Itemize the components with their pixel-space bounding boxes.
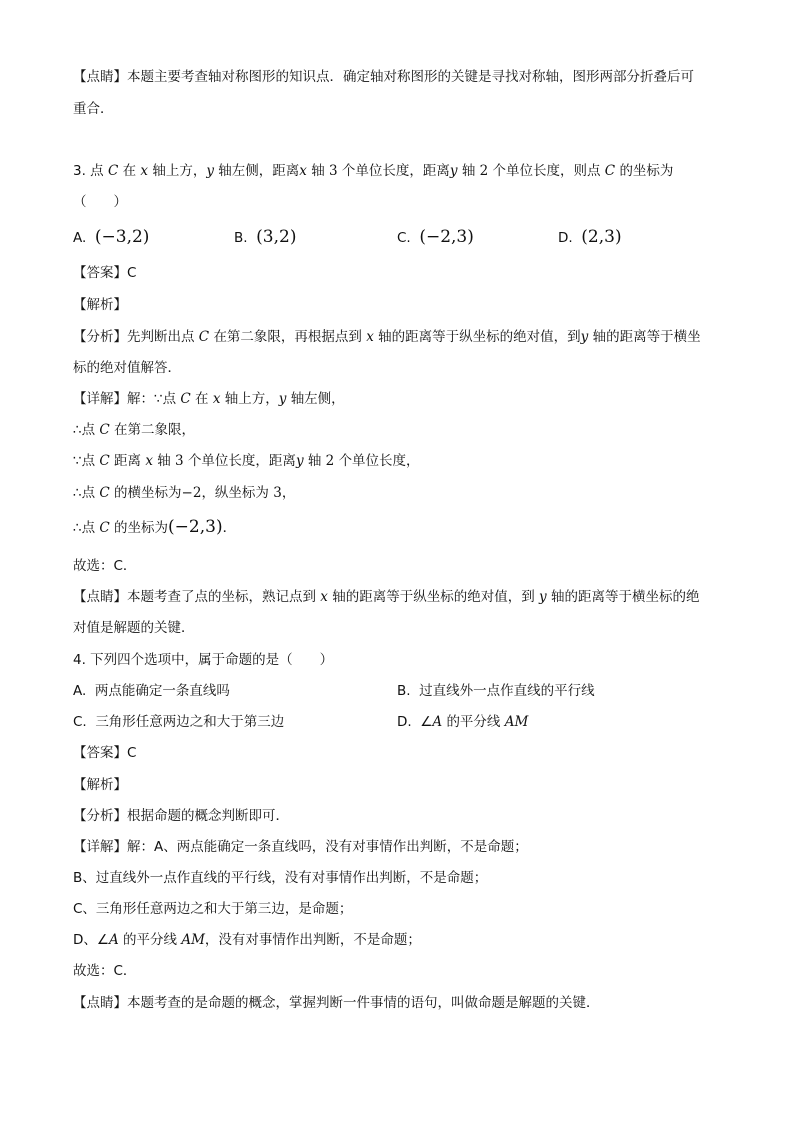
- dianjing-tag: 【点睛】: [73, 69, 127, 85]
- q4-detail-line3: C、三角形任意两边之和大于第三边，是命题；: [73, 901, 353, 917]
- prev-dianjing-text: 本题主要考查轴对称图形的知识点．确定轴对称图形的关键是寻找对称轴，图形两部分折叠后可: [127, 69, 694, 85]
- q3-answer: 【答案】C: [73, 265, 137, 281]
- q3-detail-line5: ∴点 C 的坐标为(−2,3)．: [73, 517, 237, 537]
- q3-fenxi-line2: 标的绝对值解答．: [73, 360, 181, 376]
- prev-dianjing-line2: 重合．: [73, 101, 114, 117]
- q3-analysis-heading: 【解析】: [73, 297, 127, 313]
- q4-option-d[interactable]: D. ∠A 的平分线 AM: [397, 714, 529, 730]
- q4-detail-line1: 【详解】解：A、两点能确定一条直线吗，没有对事情作出判断，不是命题；: [73, 839, 528, 855]
- q3-detail-line3: ∵点 C 距离 x 轴 3 个单位长度，距离y 轴 2 个单位长度，: [73, 453, 420, 469]
- q4-detail-line4: D、∠A 的平分线 AM，没有对事情作出判断，不是命题；: [73, 932, 421, 948]
- q4-answer: 【答案】C: [73, 745, 137, 761]
- q3-detail-line2: ∴点 C 在第二象限，: [73, 422, 196, 438]
- q4-dianjing: 【点睛】本题考查的是命题的概念，掌握判断一件事情的语句，叫做命题是解题的关键．: [73, 995, 600, 1011]
- q4-option-c[interactable]: C. 三角形任意两边之和大于第三边: [73, 714, 285, 730]
- q3-detail-line4: ∴点 C 的横坐标为−2，纵坐标为 3，: [73, 485, 296, 501]
- q3-option-c[interactable]: C. (−2,3): [397, 227, 474, 247]
- q3-dianjing-line2: 对值是解题的关键．: [73, 620, 195, 636]
- q4-fenxi: 【分析】根据命题的概念判断即可．: [73, 808, 289, 824]
- q4-analysis-heading: 【解析】: [73, 777, 127, 793]
- q3-fenxi-line1: 【分析】先判断出点 C 在第二象限，再根据点到 x 轴的距离等于纵坐标的绝对值，到y 轴的距离等于横坐: [73, 329, 701, 345]
- q4-stem: 4. 下列四个选项中，属于命题的是（ ）: [73, 652, 334, 668]
- q3-choose: 故选：C．: [73, 558, 137, 574]
- q3-dianjing-line1: 【点睛】本题考查了点的坐标，熟记点到 x 轴的距离等于纵坐标的绝对值，到 y 轴的距离等于横坐标的绝: [73, 589, 700, 605]
- q4-option-b[interactable]: B. 过直线外一点作直线的平行线: [397, 683, 595, 699]
- q4-choose: 故选：C．: [73, 963, 137, 979]
- q3-option-a[interactable]: A. (−3,2): [73, 227, 150, 247]
- q4-option-a[interactable]: A. 两点能确定一条直线吗: [73, 683, 230, 699]
- q3-option-b[interactable]: B. (3,2): [234, 227, 297, 247]
- q3-detail-line1: 【详解】解：∵点 C 在 x 轴上方，y 轴左侧，: [73, 391, 345, 407]
- prev-dianjing-line1: [73, 68, 694, 86]
- q4-detail-line2: B、过直线外一点作直线的平行线，没有对事情作出判断，不是命题；: [73, 870, 488, 886]
- q3-stem: 3. 点 C 在 x 轴上方，y 轴左侧，距离x 轴 3 个单位长度，距离y 轴 2 个单位长度，则点 C 的坐标为: [73, 163, 674, 179]
- q3-option-d[interactable]: D. (2,3): [558, 227, 622, 247]
- q3-blank: （ ）: [73, 194, 127, 210]
